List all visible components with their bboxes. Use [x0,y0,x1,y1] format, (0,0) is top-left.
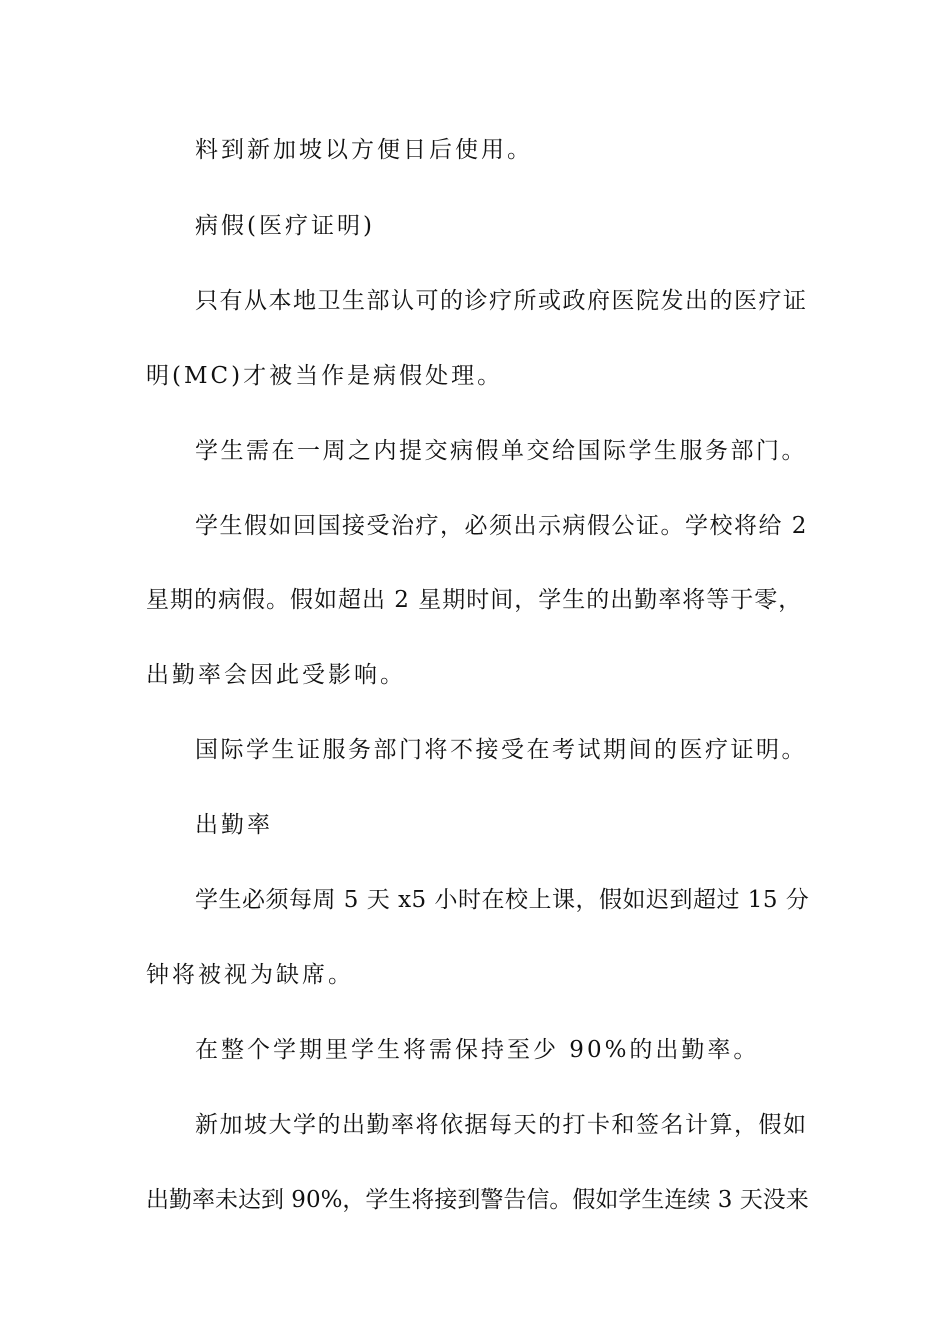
paragraph-line: 出勤率未达到 90%，学生将接到警告信。假如学生连续 3 天没来 [146,1187,809,1213]
paragraph-line: 在整个学期里学生将需保持至少 90%的出勤率。 [195,1037,760,1063]
section-heading-sick-leave: 病假(医疗证明) [195,213,375,239]
paragraph-line: 学生需在一周之内提交病假单交给国际学生服务部门。 [195,438,807,464]
paragraph-line: 学生必须每周 5 天 x5 小时在校上课，假如迟到超过 15 分 [195,887,810,913]
paragraph-line: 只有从本地卫生部认可的诊疗所或政府医院发出的医疗证 [195,288,808,314]
section-heading-attendance: 出勤率 [195,812,273,838]
paragraph-line: 学生假如回国接受治疗，必须出示病假公证。学校将给 2 [195,513,808,539]
paragraph-line: 国际学生证服务部门将不接受在考试期间的医疗证明。 [195,737,807,763]
paragraph-line: 料到新加坡以方便日后使用。 [195,137,533,163]
paragraph-line: 明(MC)才被当作是病假处理。 [146,363,504,389]
paragraph-line: 钟将被视为缺席。 [146,962,354,988]
paragraph-line: 星期的病假。假如超出 2 星期时间，学生的出勤率将等于零， [146,587,803,613]
paragraph-line: 新加坡大学的出勤率将依据每天的打卡和签名计算，假如 [195,1112,808,1138]
paragraph-line: 出勤率会因此受影响。 [146,662,406,688]
